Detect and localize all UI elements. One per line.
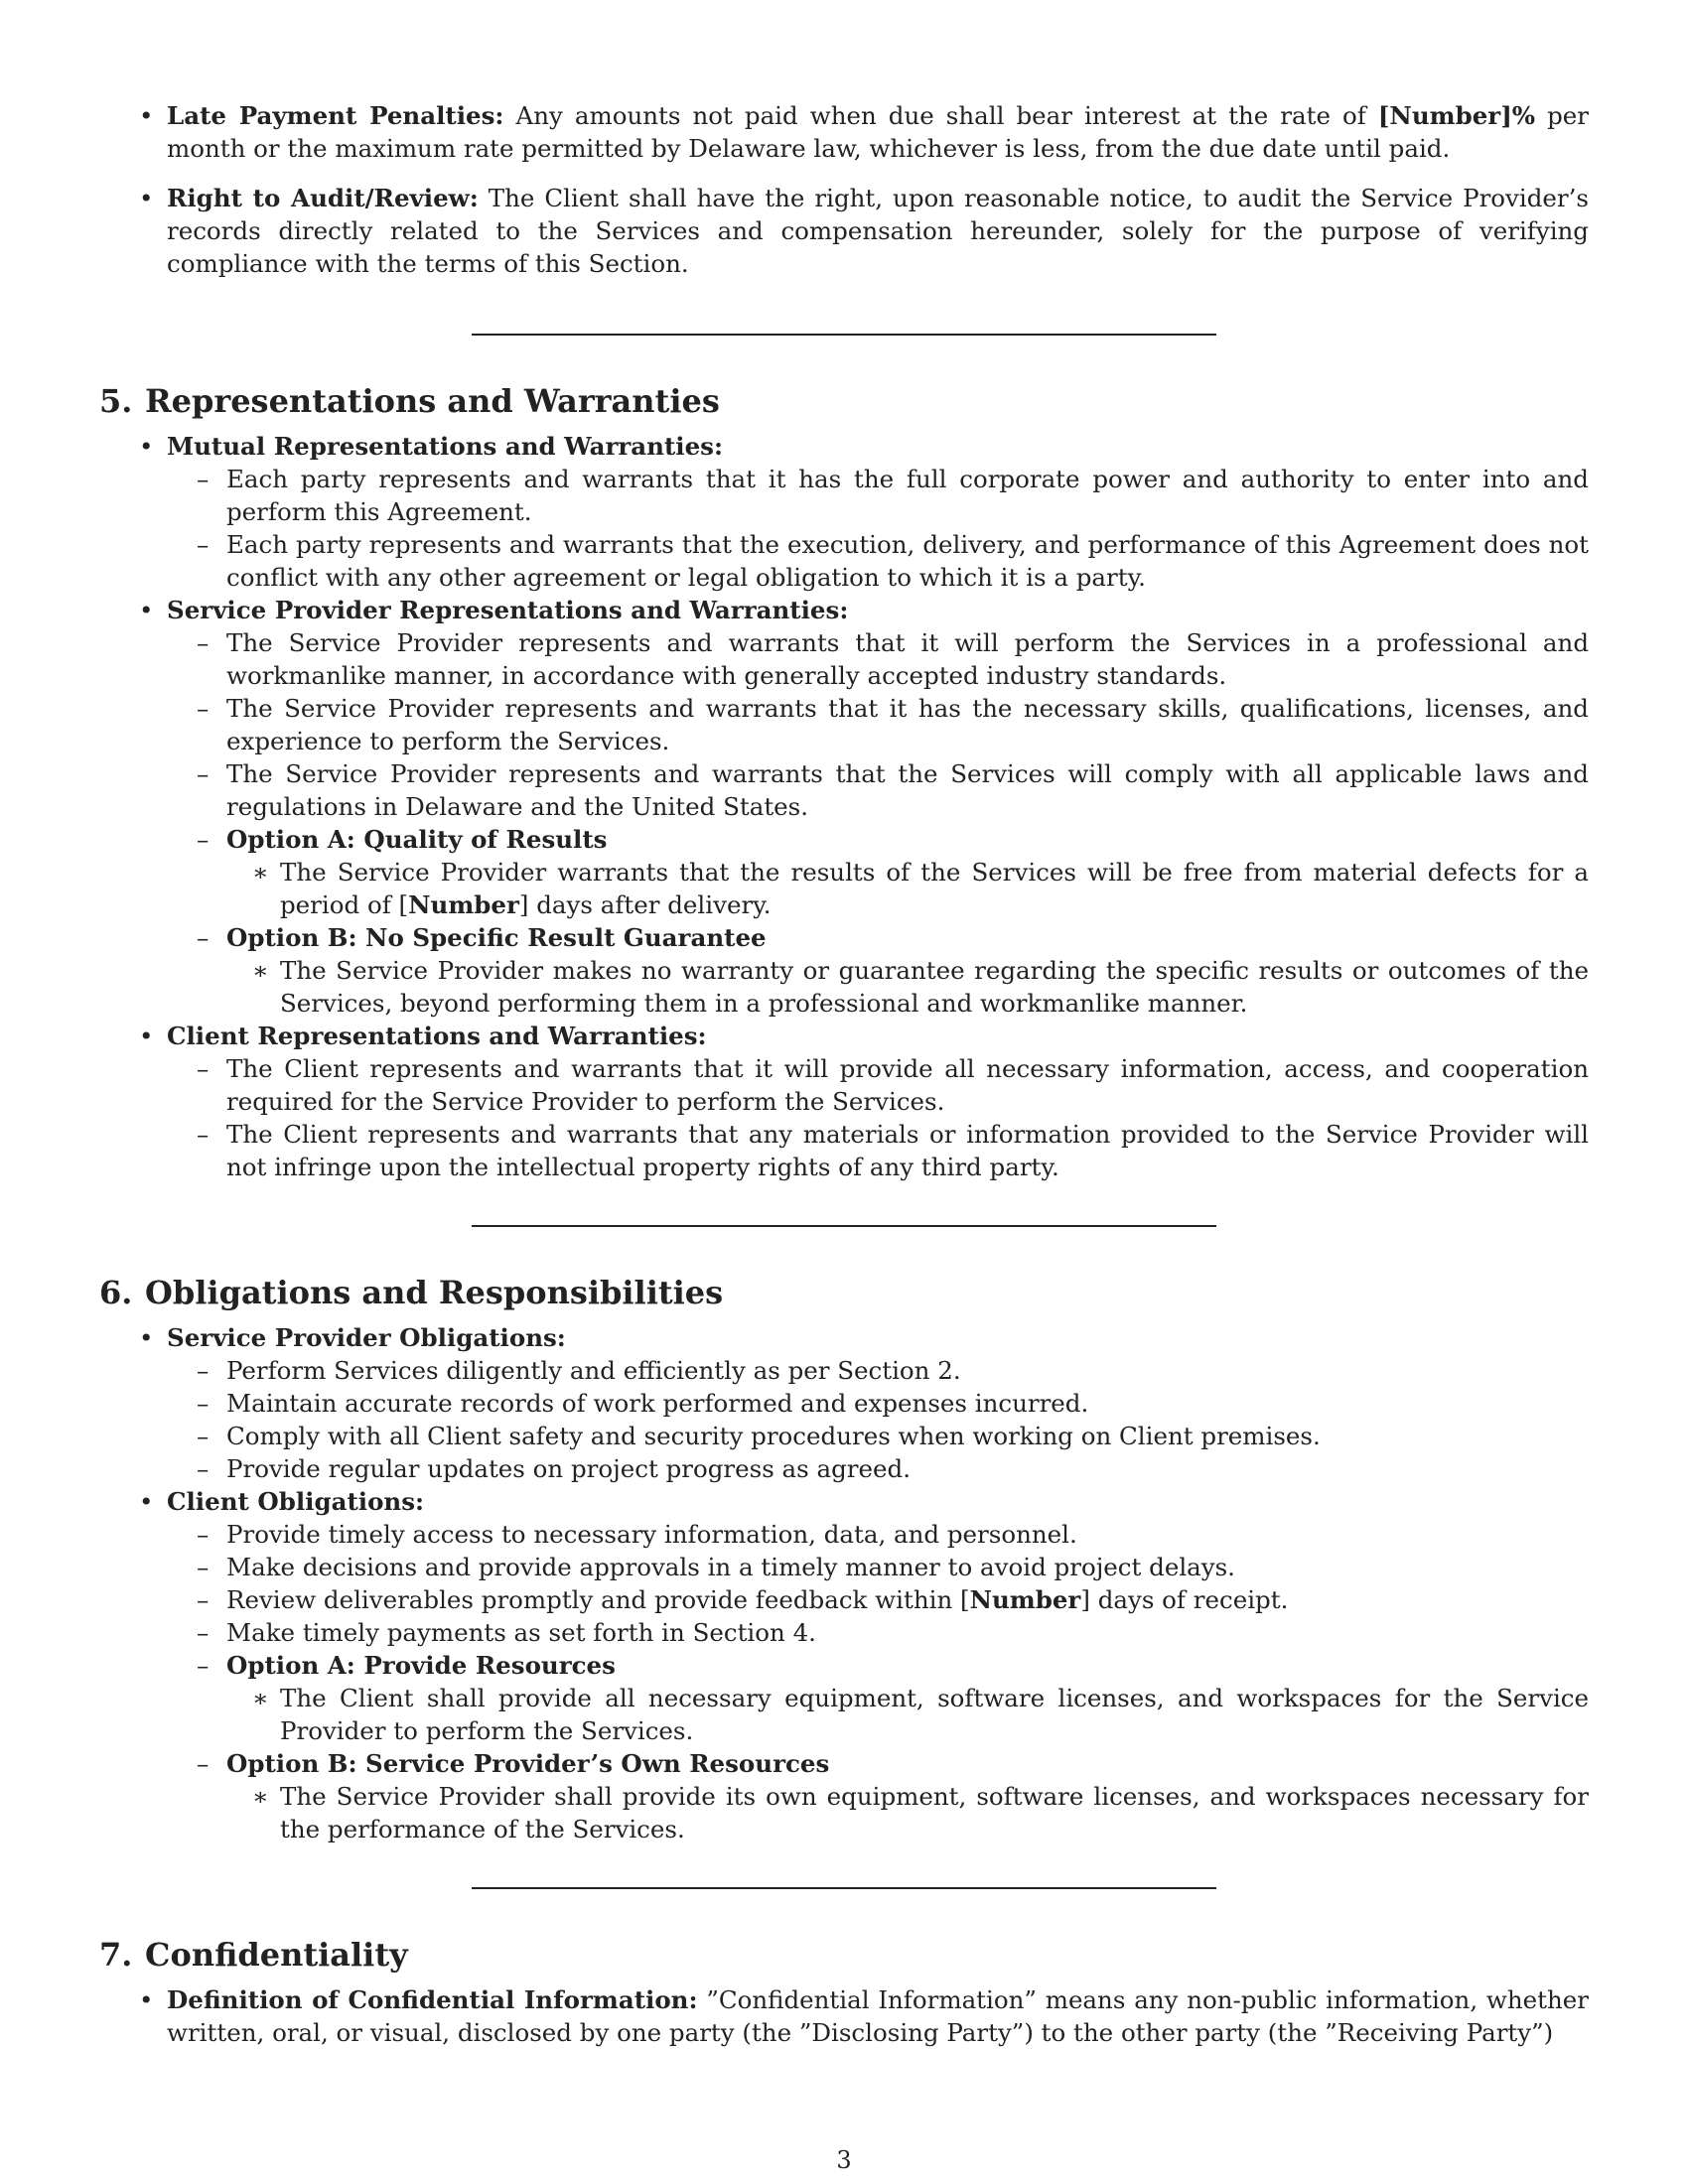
sub-item: – Each party represents and warrants that the execution, delivery, and performance of this Agreement does not conflict with any other agreement or legal obligation to which it is a party. bbox=[99, 528, 1589, 594]
page-number: 3 bbox=[836, 2146, 852, 2174]
list-item: • Late Payment Penalties: Any amounts not paid when due shall bear interest at the rate of [Number]% per month or the maximum rate permitted by Delaware law, whichever is less, from the due date until paid. bbox=[99, 99, 1589, 165]
section-7-list bbox=[99, 1983, 1589, 2049]
sub-item: – Each party represents and warrants that it has the full corporate power and authority to enter into and perform this Agreement. bbox=[99, 463, 1589, 528]
sub-item: – The Service Provider represents and warrants that the Services will comply with all applicable laws and regulations in Delaware and the United States. bbox=[99, 757, 1589, 823]
sub-item: – Make decisions and provide approvals in a timely manner to avoid project delays. bbox=[99, 1551, 1589, 1583]
sub-item: – Option B: No Specific Result Guarantee bbox=[99, 921, 1589, 954]
document-page bbox=[99, 99, 1589, 2049]
sub-item: – The Service Provider represents and warrants that it has the necessary skills, qualifications, licenses, and experience to perform the Services. bbox=[99, 692, 1589, 757]
list-item: • Definition of Confidential Information: ”Confidential Information” means any non-public information, whether written, oral, or visual, disclosed by one party (the ”Disclosing Party”) to the other party (the ”Receiving Party”) bbox=[99, 1983, 1589, 2049]
item-label: Right to Audit/Review: bbox=[167, 184, 479, 212]
sub-item: – The Client represents and warrants that any materials or information provided to the Service Provider will not infringe upon the intellectual property rights of any third party. bbox=[99, 1118, 1589, 1183]
list-item: • Client Representations and Warranties: bbox=[99, 1020, 1589, 1052]
sub-item: – The Service Provider represents and warrants that it will perform the Services in a professional and workmanlike manner, in accordance with generally accepted industry standards. bbox=[99, 626, 1589, 692]
item-label: Late Payment Penalties: bbox=[167, 101, 504, 130]
section-5-list bbox=[99, 430, 1589, 1183]
option-item: ∗ The Service Provider makes no warranty or guarantee regarding the specific results or outcomes of the Services, beyond performing them in a professional and workmanlike manner. bbox=[99, 954, 1589, 1020]
section-divider bbox=[472, 334, 1216, 336]
option-item: ∗ The Client shall provide all necessary equipment, software licenses, and workspaces for the Service Provider to perform the Services. bbox=[99, 1682, 1589, 1747]
list-item: • Right to Audit/Review: The Client shall have the right, upon reasonable notice, to audit the Service Provider’s records directly related to the Services and compensation hereunder, solely for the purpose of verifying compliance with the terms of this Section. bbox=[99, 182, 1589, 280]
sub-item: – Perform Services diligently and efficiently as per Section 2. bbox=[99, 1354, 1589, 1387]
section-divider bbox=[472, 1887, 1216, 1889]
section-heading: 7. Confidentiality bbox=[99, 1936, 408, 1974]
section-heading: 5. Representations and Warranties bbox=[99, 382, 720, 420]
list-item: • Mutual Representations and Warranties: bbox=[99, 430, 1589, 463]
section-6-list bbox=[99, 1321, 1589, 1845]
list-item: • Service Provider Representations and Warranties: bbox=[99, 594, 1589, 626]
payment-terms-list bbox=[99, 99, 1589, 280]
sub-item: – Make timely payments as set forth in Section 4. bbox=[99, 1616, 1589, 1649]
sub-item: – Option A: Quality of Results bbox=[99, 823, 1589, 856]
list-item: • Service Provider Obligations: bbox=[99, 1321, 1589, 1354]
list-item: • Client Obligations: bbox=[99, 1485, 1589, 1518]
sub-item: – Review deliverables promptly and provide feedback within [Number] days of receipt. bbox=[99, 1583, 1589, 1616]
sub-item: – Option B: Service Provider’s Own Resources bbox=[99, 1747, 1589, 1780]
sub-item: – Option A: Provide Resources bbox=[99, 1649, 1589, 1682]
sub-item: – Provide regular updates on project progress as agreed. bbox=[99, 1452, 1589, 1485]
sub-item: – Provide timely access to necessary information, data, and personnel. bbox=[99, 1518, 1589, 1551]
option-item: ∗ The Service Provider shall provide its own equipment, software licenses, and workspaces necessary for the performance of the Services. bbox=[99, 1780, 1589, 1845]
sub-item: – The Client represents and warrants that it will provide all necessary information, access, and cooperation required for the Service Provider to perform the Services. bbox=[99, 1052, 1589, 1118]
section-heading: 6. Obligations and Responsibilities bbox=[99, 1274, 724, 1311]
option-item: ∗ The Service Provider warrants that the results of the Services will be free from material defects for a period of [Number] days after delivery. bbox=[99, 856, 1589, 921]
section-divider bbox=[472, 1225, 1216, 1227]
sub-item: – Maintain accurate records of work performed and expenses incurred. bbox=[99, 1387, 1589, 1420]
sub-item: – Comply with all Client safety and security procedures when working on Client premises. bbox=[99, 1420, 1589, 1452]
